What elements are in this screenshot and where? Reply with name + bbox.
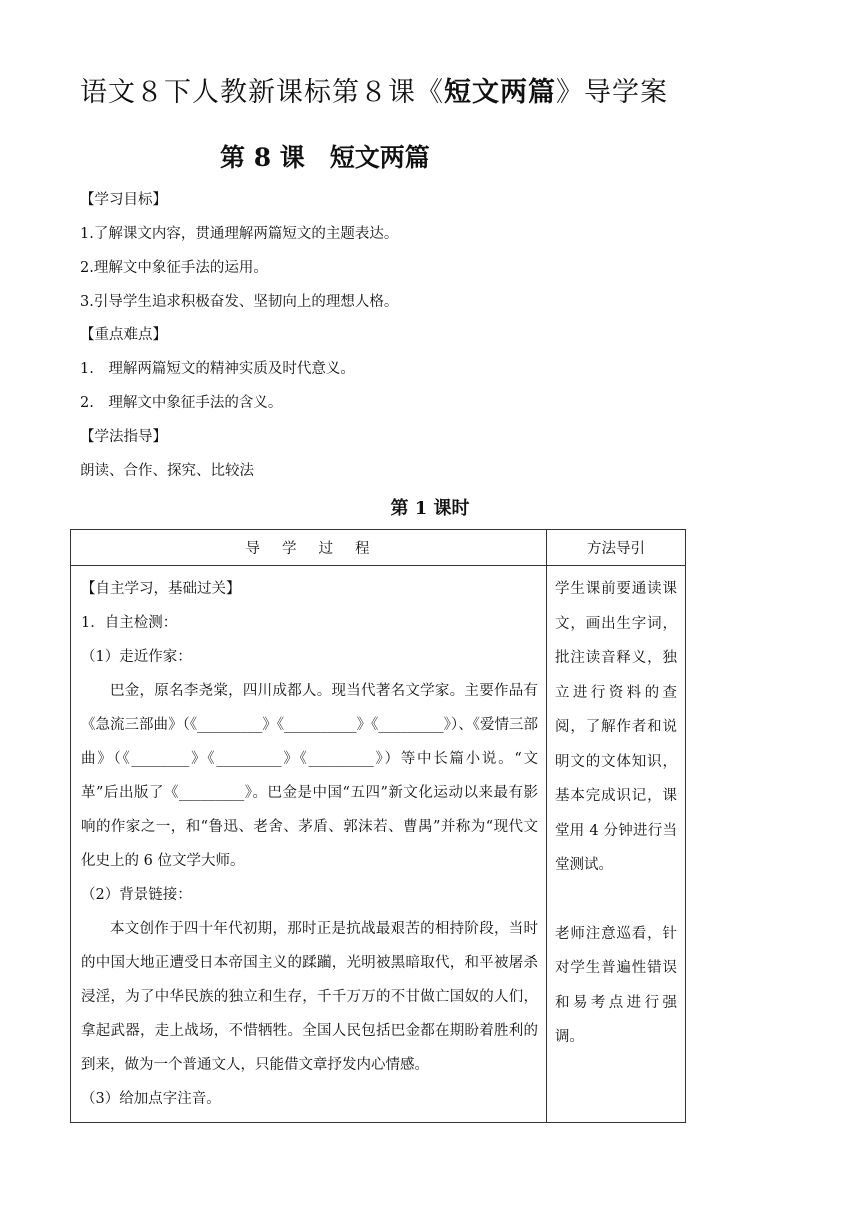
process-cell [71, 566, 547, 1123]
table-row [71, 566, 686, 1123]
subsection-pinyin: （3）给加点字注音。 [81, 1091, 221, 1107]
document-title-suffix: 》导学案 [556, 77, 668, 108]
subsection-author: （1）走近作家： [81, 649, 192, 665]
key-point-item: 2. 理解文中象征手法的含义。 [80, 395, 283, 411]
method-heading: 【学法指导】 [80, 429, 167, 445]
objective-item: 2.理解文中象征手法的运用。 [80, 260, 268, 276]
key-points-heading: 【重点难点】 [80, 327, 167, 343]
method-cell [547, 566, 686, 1123]
section-title: 【自主学习，基础过关】 [81, 581, 241, 597]
lesson-heading: 第 8 课 短文两篇 [220, 143, 430, 172]
method-note: 老师注意巡看，针对学生普遍性错误和易考点进行强调。 [555, 925, 677, 1045]
header-process: 导学过程 [71, 530, 547, 566]
document-title-prefix: 语文８下人教新课标第８课《 [80, 77, 444, 108]
background-paragraph: 本文创作于四十年代初期，那时正是抗战最艰苦的相持阶段，当时的中国大地正遭受日本帝国主义的蹂躏，光明被黑暗取代，和平被屠杀浸淫，为了中华民族的独立和生存，千千万万的不甘做亡国奴的人们，拿起武器，走上战场，不惜牺牲。全国人民包括巴金都在期盼着胜利的到来，做为一个普通文人，只能借文章抒发内心情感。 [81, 921, 538, 1073]
session-heading: 第 1 课时 [390, 498, 470, 519]
objectives-heading: 【学习目标】 [80, 192, 167, 208]
document-title-bold: 短文两篇 [444, 77, 556, 108]
key-point-item: 1. 理解两篇短文的精神实质及时代意义。 [80, 361, 355, 377]
subsection-background: （2）背景链接： [81, 887, 192, 903]
item-title: 1．自主检测： [81, 615, 178, 631]
objective-item: 3.引导学生追求积极奋发、坚韧向上的理想人格。 [80, 294, 399, 310]
document-title [80, 70, 668, 109]
study-guide-table [70, 529, 686, 1123]
header-method: 方法导引 [547, 530, 686, 566]
method-text: 朗读、合作、探究、比较法 [80, 463, 254, 479]
method-note: 学生课前要通读课文，画出生字词，批注读音释义，独立进行资料的查阅，了解作者和说明文的文体知识，基本完成识记，课堂用 4 分钟进行当堂测试。 [555, 581, 677, 873]
objective-item: 1.了解课文内容，贯通理解两篇短文的主题表达。 [80, 226, 399, 242]
table-header-row [71, 530, 686, 566]
author-paragraph: 巴金，原名李尧棠，四川成都人。现当代著名文学家。主要作品有《急流三部曲》（《_________》《__________》《_________》）、《爱情三部曲》（《________》《_________》《_________》）等中长篇小说。“文革”后出版了《_________》。巴金是中国“五四”新文化运动以来最有影响的作家之一，和“鲁迅、老舍、茅盾、郭沫若、曹禺”并称为“现代文化史上的 6 位文学大师。 [81, 683, 538, 869]
